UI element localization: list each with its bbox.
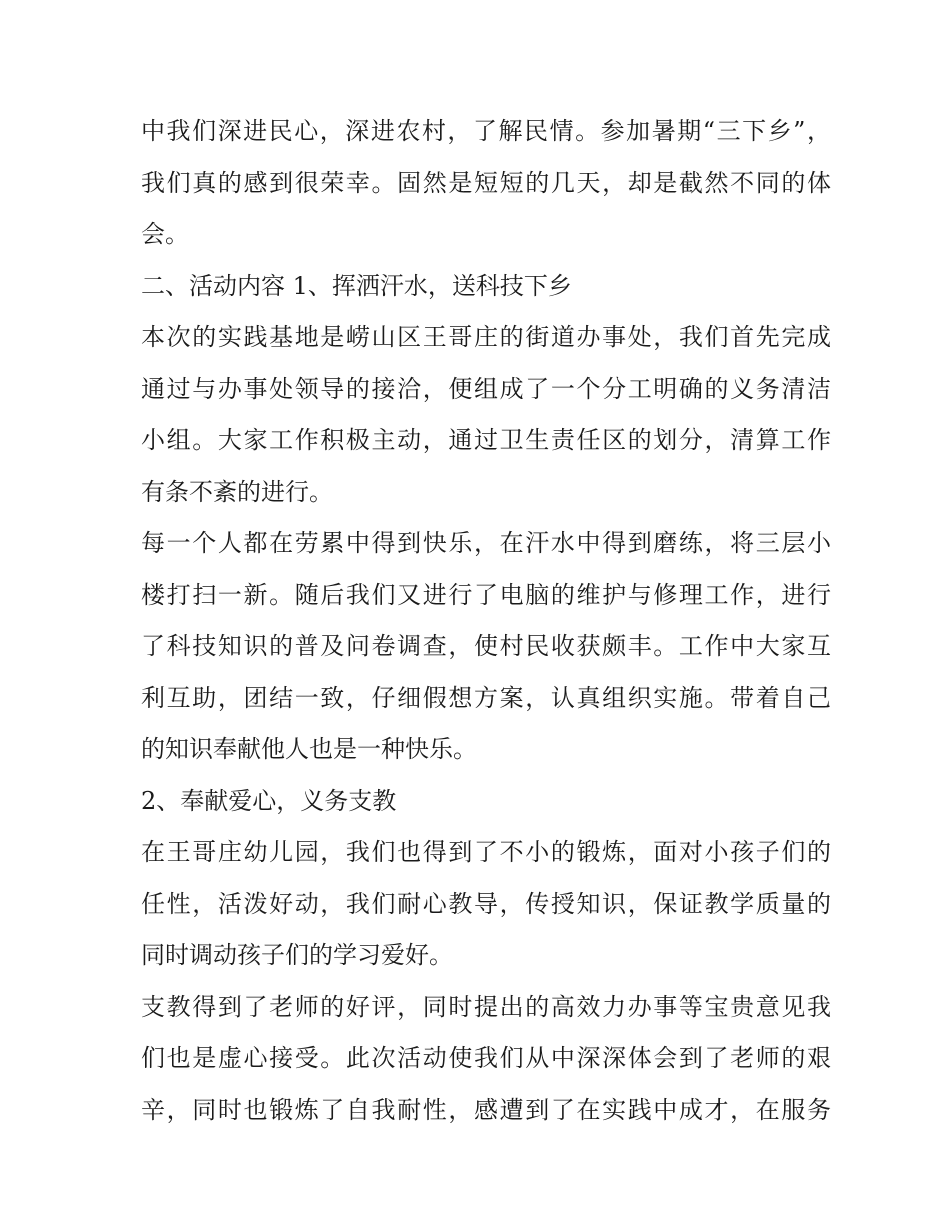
text-line: 利互助，团结一致，仔细假想方案，认真组织实施。带着自己: [141, 683, 831, 712]
section-heading: 2、奉献爱心，义务支教: [141, 786, 397, 815]
text-line: 同时调动孩子们的学习爱好。: [141, 941, 453, 969]
text-line: 了科技知识的普及问卷调查，使村民收获颇丰。工作中大家互: [141, 632, 831, 660]
text-line: 每一个人都在劳累中得到快乐，在汗水中得到磨练，将三层小: [141, 529, 831, 557]
text-line: 会。: [141, 220, 189, 248]
text-line: 支教得到了老师的好评，同时提出的高效力办事等宝贵意见我: [141, 992, 831, 1021]
text-line: 们也是虚心接受。此次活动使我们从中深深体会到了老师的艰: [141, 1044, 831, 1072]
text-line: 的知识奉献他人也是一种快乐。: [141, 735, 477, 763]
text-line: 楼打扫一新。随后我们又进行了电脑的维护与修理工作，进行: [141, 580, 831, 609]
section-heading: 二、活动内容 1、挥洒汗水，送科技下乡: [141, 271, 572, 300]
text-line: 我们真的感到很荣幸。固然是短短的几天，却是截然不同的体: [141, 168, 831, 197]
text-line: 任性，活泼好动，我们耐心教导，传授知识，保证教学质量的: [141, 889, 831, 918]
text-line: 小组。大家工作积极主动，通过卫生责任区的划分，清算工作: [141, 426, 831, 454]
text-line: 本次的实践基地是崂山区王哥庄的街道办事处，我们首先完成: [141, 323, 831, 351]
text-line: 通过与办事处领导的接洽，便组成了一个分工明确的义务清洁: [141, 374, 831, 403]
text-line: 辛，同时也锻炼了自我耐性，感遭到了在实践中成才，在服务: [141, 1095, 831, 1124]
body-text: [141, 106, 831, 1136]
text-line: 有条不紊的进行。: [141, 477, 333, 506]
text-line: 中我们深进民心，深进农村，了解民情。参加暑期“三下乡”，: [141, 117, 831, 145]
text-line: 在王哥庄幼儿园，我们也得到了不小的锻炼，面对小孩子们的: [141, 838, 831, 866]
